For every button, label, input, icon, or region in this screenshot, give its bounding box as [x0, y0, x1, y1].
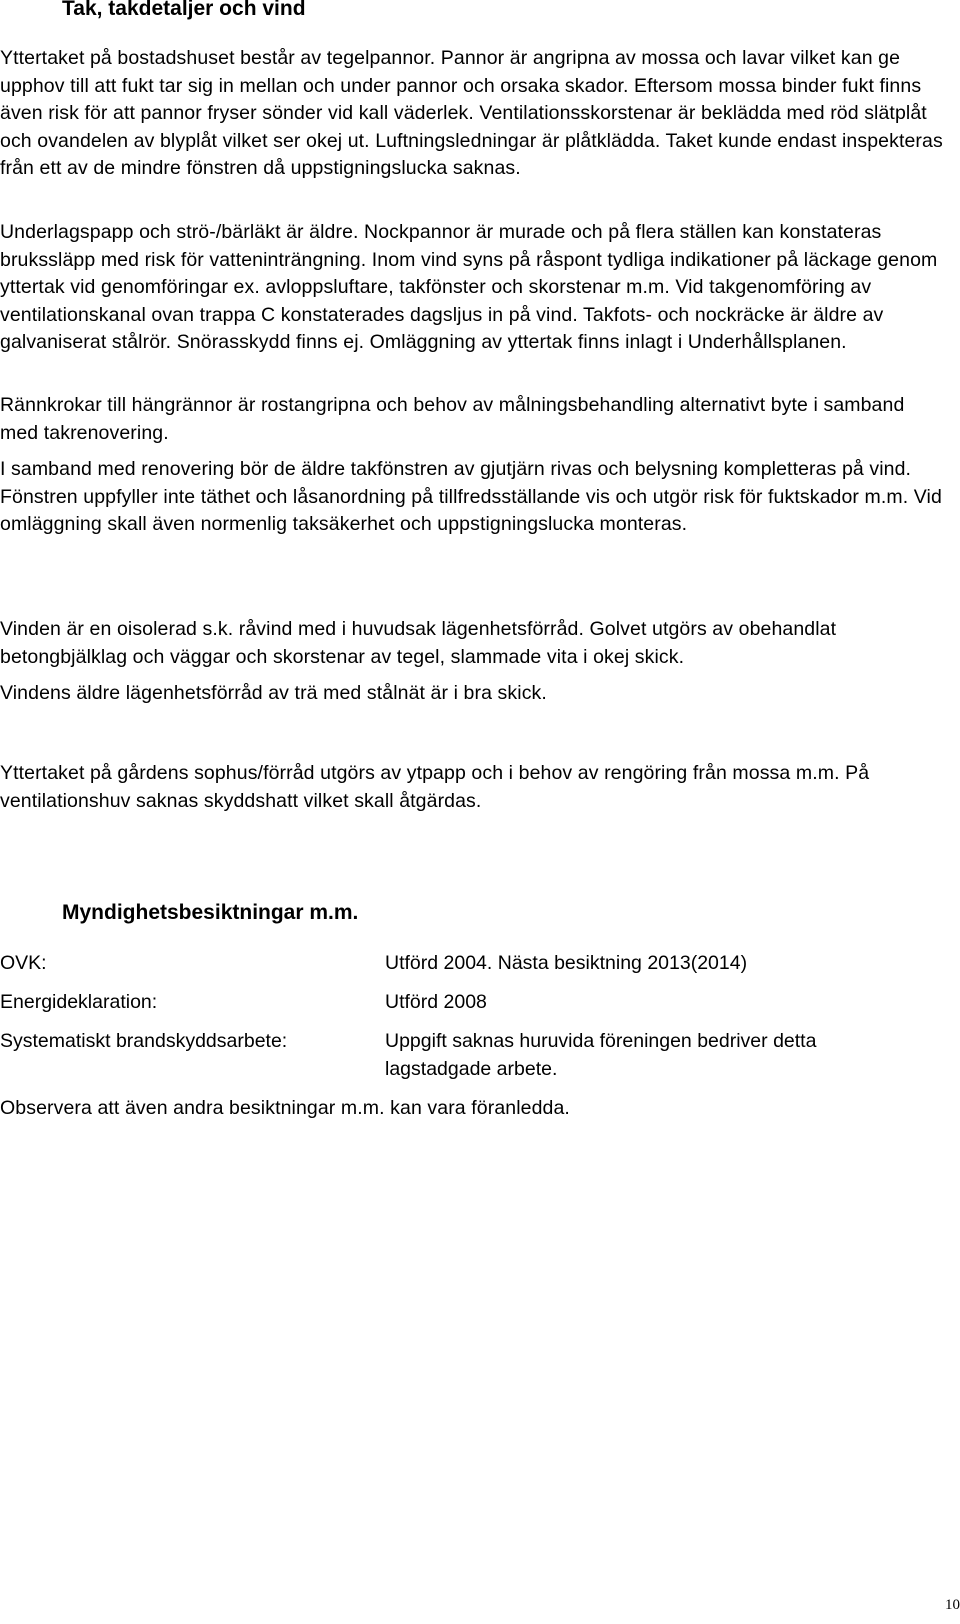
section-heading-roof: Tak, takdetaljer och vind: [62, 0, 306, 20]
section-heading-inspections: Myndighetsbesiktningar m.m.: [62, 901, 359, 924]
page-number: 10: [945, 1597, 960, 1613]
inspection-value: Utförd 2008: [385, 991, 487, 1013]
inspection-note: Observera att även andra besiktningar m.m. kan vara föranledda.: [0, 1097, 570, 1119]
paragraph-storage: Vindens äldre lägenhetsförråd av trä med stålnät är i bra skick.: [0, 682, 547, 704]
paragraph-outbuilding-roof: Yttertaket på gårdens sophus/förråd utgörs av ytpapp och i behov av rengöring från mossa m.m. På ventilationshuv saknas skyddshatt vilket skall åtgärdas.: [0, 762, 870, 812]
paragraph-attic: Vinden är en oisolerad s.k. råvind med i huvudsak lägenhetsförråd. Golvet utgörs av obehandlat betongbjälklag och väggar och skorstenar av tegel, slammade vita i okej skick.: [0, 618, 837, 668]
paragraph-underlay: Underlagspapp och strö-/bärläkt är äldre. Nockpannor är murade och på flera ställen kan konstateras brukssläpp med risk för vatteninträngning. Inom vind syns på råspont tydliga indikationer på läckage genom yttertak vid genomföringar ex. avloppsluftare, takfönster och skorstenar m.m. Vid takgenomföring av ventilationskanal ovan trappa C konstaterades dagsljus in på vind. Takfots- och nockräcke är äldre av galvaniserat stålrör. Snörasskydd finns ej. Omläggning av yttertak finns inlagt i Underhållsplanen.: [0, 221, 938, 353]
inspection-label: OVK:: [0, 952, 47, 974]
inspection-value: Uppgift saknas huruvida föreningen bedriver detta lagstadgade arbete.: [385, 1030, 817, 1080]
paragraph-roof-windows: I samband med renovering bör de äldre takfönstren av gjutjärn rivas och belysning kompletteras på vind. Fönstren uppfyller inte täthet och låsanordning på tillfredsställande vis och utgör risk för fuktskador m.m. Vid omläggning skall även normenlig taksäkerhet och uppstigningslucka monteras.: [0, 458, 942, 535]
inspection-label: Energideklaration:: [0, 991, 158, 1013]
inspection-value: Utförd 2004. Nästa besiktning 2013(2014): [385, 952, 748, 974]
paragraph-gutter-hooks: Rännkrokar till hängrännor är rostangripna och behov av målningsbehandling alternativt byte i samband med takrenovering.: [0, 394, 905, 444]
inspection-label: Systematiskt brandskyddsarbete:: [0, 1030, 288, 1052]
paragraph-roof-tiles: Yttertaket på bostadshuset består av tegelpannor. Pannor är angripna av mossa och lavar vilket kan ge upphov till att fukt tar sig in mellan och under pannor och orsaka skador. Eftersom mossa binder fukt finns även risk för att pannor fryser sönder vid kall väderlek. Ventilationsskorstenar är beklädda med röd slätplåt och ovandelen av blyplåt vilket ser okej ut. Luftningsledningar är plåtklädda. Taket kunde endast inspekteras från ett av de mindre fönstren då uppstigningslucka saknas.: [0, 47, 943, 179]
